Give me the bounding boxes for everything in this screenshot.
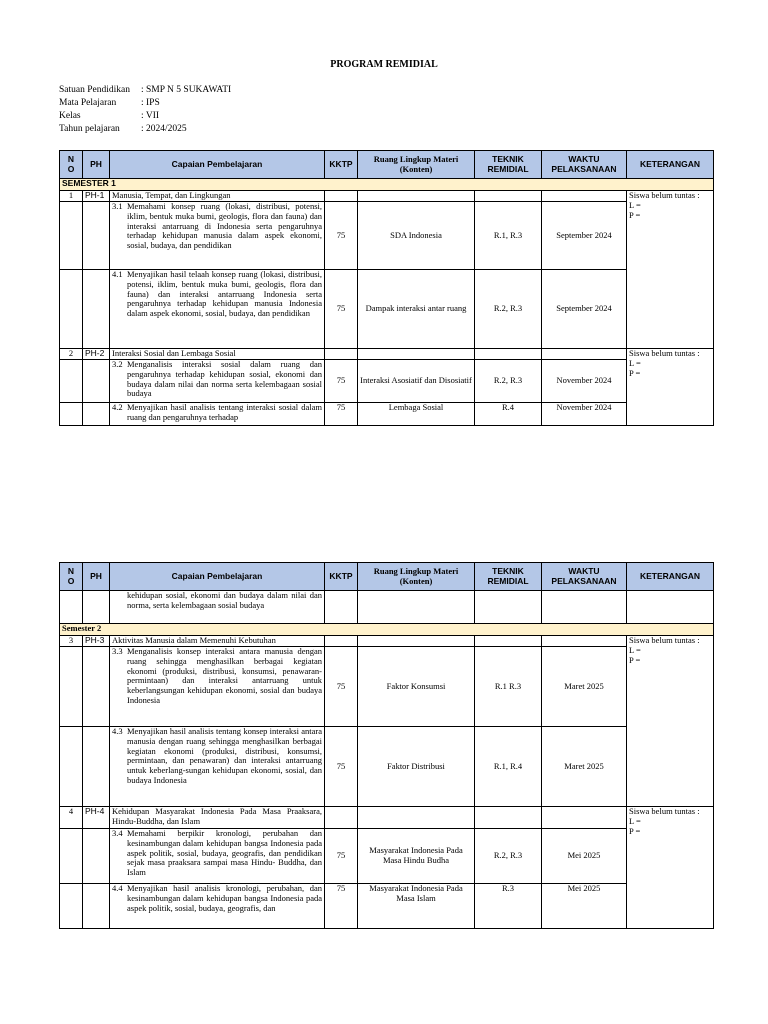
ph-code: PH-4 (83, 807, 110, 829)
ph-row (60, 636, 714, 647)
ph-number: 4 (60, 807, 83, 829)
teknik-value: R.2, R.3 (475, 829, 542, 884)
header-materi: Ruang Lingkup Materi (Konten) (358, 563, 475, 591)
info-value: : 2024/2025 (141, 124, 187, 134)
waktu-value: Maret 2025 (542, 727, 627, 807)
materi-value: Faktor Distribusi (358, 727, 475, 807)
teknik-value: R.1 R.3 (475, 647, 542, 727)
table-row (60, 829, 714, 884)
teknik-value: R.4 (475, 403, 542, 426)
table-row (60, 202, 714, 270)
kktp-value: 75 (325, 403, 358, 426)
table-row (60, 884, 714, 929)
header-keterangan: KETERANGAN (627, 151, 714, 179)
document-title: PROGRAM REMIDIAL (330, 59, 438, 70)
teknik-value: R.2, R.3 (475, 360, 542, 403)
teknik-value: R.1, R.4 (475, 727, 542, 807)
kktp-value: 75 (325, 727, 358, 807)
ph-number: 2 (60, 349, 83, 360)
header-kktp: KKTP (325, 563, 358, 591)
ph-title: Interaksi Sosial dan Lembaga Sosial (110, 349, 325, 360)
info-row (59, 110, 231, 123)
info-value: : SMP N 5 SUKAWATI (141, 85, 232, 95)
header-ph: PH (83, 151, 110, 179)
keterangan-cell: Siswa belum tuntas : L = P = (627, 636, 714, 807)
waktu-value: September 2024 (542, 202, 627, 270)
semester-label: SEMESTER 1 (60, 179, 714, 191)
header-row (60, 563, 714, 591)
kktp-value: 75 (325, 360, 358, 403)
semester-label: Semester 2 (60, 624, 714, 636)
info-row (59, 84, 231, 97)
header-waktu: WAKTU PELAKSANAAN (542, 563, 627, 591)
waktu-value: November 2024 (542, 403, 627, 426)
teknik-value: R.1, R.3 (475, 202, 542, 270)
table-row (60, 727, 714, 807)
keterangan-cell: Siswa belum tuntas : L = P = (627, 807, 714, 929)
ph-title: Manusia, Tempat, dan Lingkungan (110, 191, 325, 202)
kktp-value: 75 (325, 829, 358, 884)
info-label: Tahun pelajaran (59, 124, 120, 134)
header-capaian: Capaian Pembelajaran (110, 563, 325, 591)
waktu-value: Mei 2025 (542, 884, 627, 929)
header-row (60, 151, 714, 179)
teknik-value: R.3 (475, 884, 542, 929)
table-row (60, 403, 714, 426)
ph-title: Kehidupan Masyarakat Indonesia Pada Masa Praaksara, Hindu-Buddha, dan Islam (110, 807, 325, 829)
capaian-cell: 3.4 Memahami berpikir kronologi, perubahan dan kesinambungan dalam kehidupan bangsa Indonesia pada aspek politik, sosial, budaya, geografis, dan pendidikan sejak masa praaksara sampai masa Hindu- Buddha, dan Islam (110, 829, 325, 884)
header-teknik: TEKNIK REMIDIAL (475, 563, 542, 591)
header-kktp: KKTP (325, 151, 358, 179)
kktp-value: 75 (325, 647, 358, 727)
capaian-cell: 4.3 Menyajikan hasil analisis tentang konsep interaksi antara manusia dengan ruang sehingga menghasilkan berbagai kegiatan ekonomi (produksi, distribusi, konsumsi, permintaan, dan penawaran) dan interaksi antarruang untuk keberlang-sungan kehidupan ekonomi, sosial, dan budaya Indonesia (110, 727, 325, 807)
header-waktu: WAKTU PELAKSANAAN (542, 151, 627, 179)
capaian-cell: 3.3 Menganalisis konsep interaksi antara manusia dengan ruang sehingga menghasilkan berbagai kegiatan ekonomi (produksi, distribusi, konsumsi, penawaran- permintaan) dan interaksi antarruang untuk keberlangsungan kehidupan ekonomi, sosial dan budaya Indonesia (110, 647, 325, 727)
ph-number: 1 (60, 191, 83, 202)
keterangan-cell: Siswa belum tuntas : L = P = (627, 191, 714, 349)
kktp-value: 75 (325, 202, 358, 270)
materi-value: Dampak interaksi antar ruang (358, 270, 475, 349)
remedial-table-page-1 (59, 150, 714, 426)
header-capaian: Capaian Pembelajaran (110, 151, 325, 179)
kktp-value: 75 (325, 884, 358, 929)
keterangan-cell: Siswa belum tuntas : L = P = (627, 349, 714, 426)
header-no: N O (60, 563, 83, 591)
header-no: N O (60, 151, 83, 179)
table-row (60, 591, 714, 624)
materi-value: Lembaga Sosial (358, 403, 475, 426)
header-materi: Ruang Lingkup Materi (Konten) (358, 151, 475, 179)
kktp-value: 75 (325, 270, 358, 349)
teknik-value: R.2, R.3 (475, 270, 542, 349)
materi-value: Interaksi Asosiatif dan Disosiatif (358, 360, 475, 403)
waktu-value: September 2024 (542, 270, 627, 349)
waktu-value: Mei 2025 (542, 829, 627, 884)
info-label: Satuan Pendidikan (59, 85, 130, 95)
header-teknik: TEKNIK REMIDIAL (475, 151, 542, 179)
materi-value: Masyarakat Indonesia Pada Masa Islam (358, 884, 475, 929)
capaian-cell: kehidupan sosial, ekonomi dan budaya dalam nilai dan norma, serta kelembagaan sosial budaya (110, 591, 325, 624)
materi-value: Faktor Konsumsi (358, 647, 475, 727)
waktu-value: Maret 2025 (542, 647, 627, 727)
remedial-table-page-2 (59, 562, 714, 929)
capaian-cell: 3.2 Menganalisis interaksi sosial dalam ruang dan pengaruhnya terhadap kehidupan sosial, ekonomi dan budaya dalam nilai dan norma serta kelembagaan sosial budaya (110, 360, 325, 403)
ph-code: PH-1 (83, 191, 110, 202)
ph-number: 3 (60, 636, 83, 647)
materi-value: SDA Indonesia (358, 202, 475, 270)
table-row (60, 270, 714, 349)
ph-row (60, 349, 714, 360)
capaian-cell: 4.2 Menyajikan hasil analisis tentang interaksi sosial dalam ruang dan pengaruhnya terhadap (110, 403, 325, 426)
info-row (59, 97, 231, 110)
document-info (59, 84, 231, 136)
ph-code: PH-3 (83, 636, 110, 647)
ph-code: PH-2 (83, 349, 110, 360)
info-value: : VII (141, 111, 160, 121)
materi-value: Masyarakat Indonesia Pada Masa Hindu Budha (358, 829, 475, 884)
ph-title: Aktivitas Manusia dalam Memenuhi Kebutuhan (110, 636, 325, 647)
semester-row (60, 624, 714, 636)
capaian-cell: 3.1 Memahami konsep ruang (lokasi, distribusi, potensi, iklim, bentuk muka bumi, geologis, flora dan fauna) dan interaksi antarruang di Indonesia serta pengaruhnya terhadap kehidupan manusia dalam aspek ekonomi, sosial, budaya, dan pendidikan (110, 202, 325, 270)
waktu-value: November 2024 (542, 360, 627, 403)
ph-row (60, 191, 714, 202)
header-keterangan: KETERANGAN (627, 563, 714, 591)
info-label: Mata Pelajaran (59, 98, 117, 108)
capaian-cell: 4.4 Menyajikan hasil analisis kronologi, perubahan, dan kesinambungan dalam kehidupan bangsa Indonesia pada aspek politik, sosial, budaya, geografis, dan (110, 884, 325, 929)
info-label: Kelas (59, 111, 81, 121)
table-row (60, 360, 714, 403)
table-row (60, 647, 714, 727)
ph-row (60, 807, 714, 829)
semester-row (60, 179, 714, 191)
info-value: : IPS (141, 98, 160, 108)
info-row (59, 123, 231, 136)
header-ph: PH (83, 563, 110, 591)
capaian-cell: 4.1 Menyajikan hasil telaah konsep ruang (lokasi, distribusi, potensi, iklim, bentuk muka bumi, geologis, flora dan fauna) dan interaksi antarruang Indonesia serta pengaruhnya terhadap kehidupan manusia Indonesia dalam aspek ekonomi, sosial, budaya, dan pendidikan (110, 270, 325, 349)
